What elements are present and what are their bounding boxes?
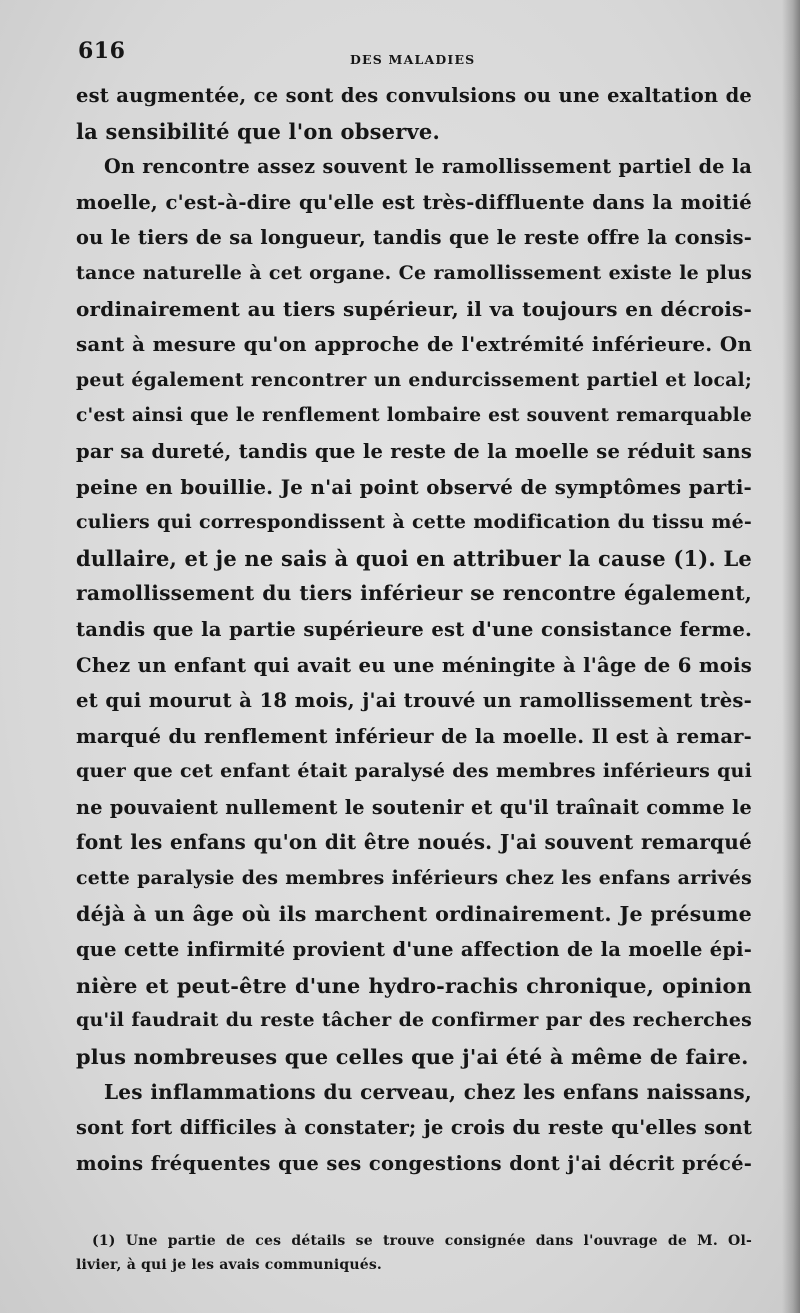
text-line: par sa dureté, tandis que le reste de la moelle se réduit sans bbox=[76, 439, 752, 463]
text-line: ordinairement au tiers supérieur, il va toujours en décrois- bbox=[76, 296, 752, 321]
text-line: moins fréquentes que ses congestions dont j'ai décrit précé- bbox=[76, 1151, 752, 1175]
text-line: culiers qui correspondissent à cette modification du tissu mé- bbox=[76, 511, 752, 534]
text-line: ne pouvaient nullement le soutenir et qu'il traînait comme le bbox=[76, 795, 752, 819]
text-line: déjà à un âge où ils marchent ordinairement. Je présume bbox=[76, 901, 752, 926]
paragraph-start-line: Les inflammations du cerveau, chez les enfans naissans, bbox=[104, 1079, 752, 1104]
text-line: cette paralysie des membres inférieurs chez les enfans arrivés bbox=[76, 867, 752, 890]
text-line: c'est ainsi que le renflement lombaire est souvent remarquable bbox=[76, 405, 752, 427]
paragraph-start-line: On rencontre assez souvent le ramollissement partiel de la bbox=[104, 155, 752, 179]
footnote-line: (1) Une partie de ces détails se trouve consignée dans l'ouvrage de M. Ol- bbox=[92, 1233, 752, 1249]
text-line: font les enfans qu'on dit être noués. J'ai souvent remarqué bbox=[76, 830, 752, 855]
text-line: est augmentée, ce sont des convulsions ou une exaltation de bbox=[76, 84, 752, 107]
text-line: sont fort difficiles à constater; je crois du reste qu'elles sont bbox=[76, 1116, 752, 1140]
text-line: dullaire, et je ne sais à quoi en attribuer la cause (1). Le bbox=[76, 545, 752, 571]
body-text bbox=[76, 78, 752, 1181]
text-line: peine en bouillie. Je n'ai point observé de symptômes parti- bbox=[76, 474, 752, 499]
page-gutter-shadow bbox=[782, 0, 800, 1313]
text-line: quer que cet enfant était paralysé des membres inférieurs qui bbox=[76, 760, 752, 783]
text-line: plus nombreuses que celles que j'ai été à même de faire. bbox=[76, 1044, 749, 1070]
text-line: que cette infirmité provient d'une affection de la moelle épi- bbox=[76, 938, 752, 962]
running-head: DES MALADIES bbox=[350, 52, 476, 67]
footnote-line: livier, à qui je les avais communiqués. bbox=[76, 1257, 382, 1273]
text-line: sant à mesure qu'on approche de l'extrémité inférieure. On bbox=[76, 332, 752, 357]
text-line: marqué du renflement inférieur de la moelle. Il est à remar- bbox=[76, 724, 752, 748]
footnote bbox=[76, 1229, 752, 1277]
text-line: la sensibilité que l'on observe. bbox=[76, 118, 440, 144]
text-line: et qui mourut à 18 mois, j'ai trouvé un ramollissement très- bbox=[76, 689, 752, 713]
text-line: qu'il faudrait du reste tâcher de confirmer par des recherches bbox=[76, 1009, 752, 1032]
text-line: tance naturelle à cet organe. Ce ramollissement existe le plus bbox=[76, 261, 752, 284]
text-line: ramollissement du tiers inférieur se rencontre également, bbox=[76, 581, 752, 606]
text-line: tandis que la partie supérieure est d'une consistance ferme. bbox=[76, 617, 752, 641]
text-line: ou le tiers de sa longueur, tandis que le reste offre la consis- bbox=[76, 226, 752, 250]
text-line: Chez un enfant qui avait eu une méningite à l'âge de 6 mois bbox=[76, 653, 752, 677]
text-line: moelle, c'est-à-dire qu'elle est très-diffluente dans la moitié bbox=[76, 190, 752, 214]
text-line: nière et peut-être d'une hydro-rachis chronique, opinion bbox=[76, 972, 752, 998]
text-line: peut également rencontrer un endurcissement partiel et local; bbox=[76, 368, 752, 391]
page-number: 616 bbox=[78, 38, 126, 64]
